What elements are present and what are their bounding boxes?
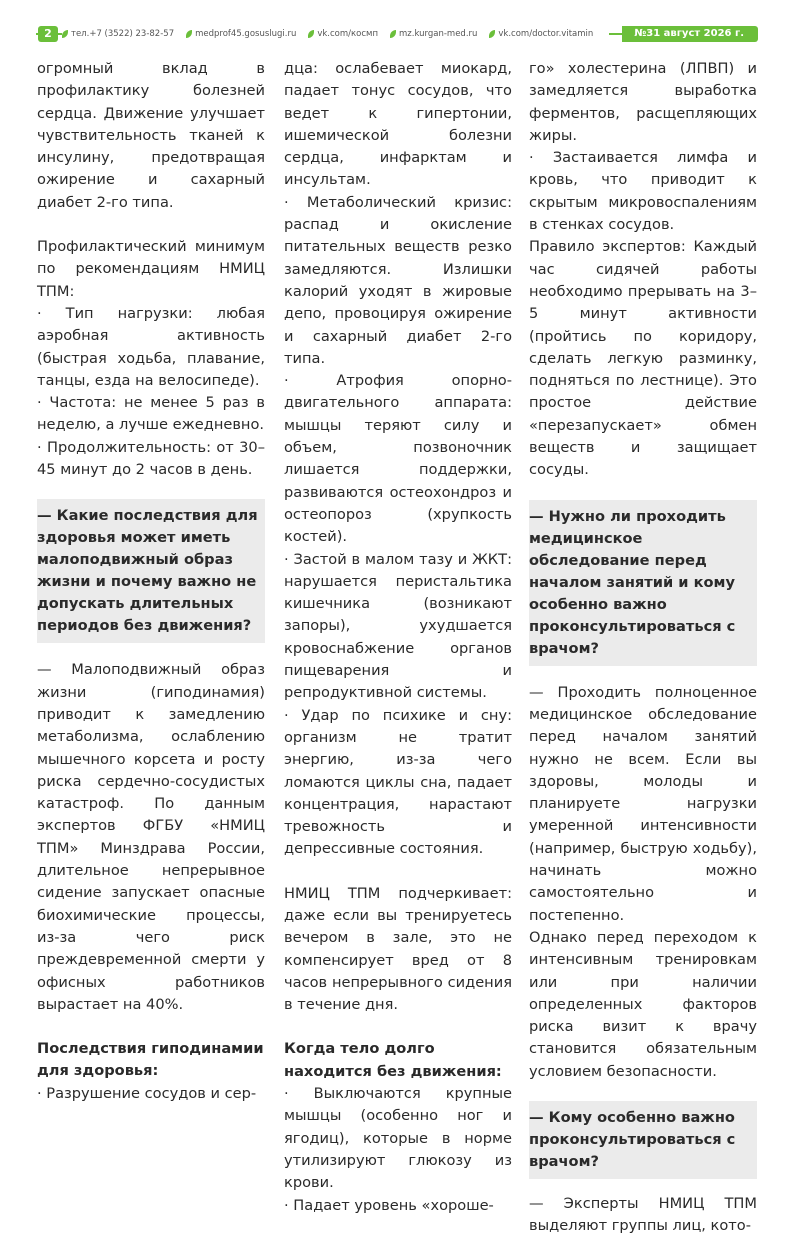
- list-item: · Падает уровень «хороше-: [284, 1196, 494, 1214]
- list-item: · Застой в малом тазу и ЖКТ: нарушается перистальтика кишечника (возникают запоры), ухудшается кровоснабжение органов пищеварения и репродуктивной системы.: [284, 550, 512, 702]
- header-link-kurgan-med[interactable]: [390, 26, 477, 42]
- list-item: · Выключаются крупные мышцы (особенно ног и ягодиц), которые в норме утилизируют глюкозу из крови.: [284, 1085, 512, 1192]
- page-header: [36, 26, 758, 42]
- paragraph: го» холестерина (ЛПВП) и замедляется выработка ферментов, расщепляющих жиры.: [529, 60, 757, 144]
- column-3: [529, 58, 757, 1238]
- subheading: Последствия гиподинамии для здоровья:: [37, 1040, 264, 1080]
- question-box: — Нужно ли проходить медицинское обследование перед началом занятий и кому особенно важно проконсультироваться с врачом?: [529, 500, 757, 666]
- link-text: mz.kurgan-med.ru: [399, 29, 478, 39]
- issue-badge: №31 август 2026 г.: [622, 26, 758, 42]
- question-box: — Какие последствия для здоровья может иметь малоподвижный образ жизни и почему важно не допускать длительных периодов без движения?: [37, 499, 265, 643]
- column-2: [284, 58, 512, 1217]
- column-1: [37, 58, 265, 1105]
- list-item: · Частота: не менее 5 раз в неделю, а лучше ежедневно.: [37, 394, 265, 434]
- leaf-icon: [308, 30, 314, 38]
- link-text: vk.com/doctor.vitamin: [498, 29, 594, 39]
- paragraph: — Малоподвижный образ жизни (гиподинамия) приводит к замедлению метаболизма, ослаблению мышечного корсета и росту риска сердечно-сосудистых катастроф. По данным экспертов ФГБУ «НМИЦ ТПМ» Минздрава России, длительное непрерывное сидение запускает опасные биохимические процессы, из-за чего риск преждевременной смерти у офисных работников вырастает на 40%.: [37, 661, 265, 1013]
- leaf-icon: [62, 30, 68, 38]
- header-link-vk-kosmp[interactable]: [308, 26, 378, 42]
- list-item: · Застаивается лимфа и кровь, что приводит к скрытым микровоспалениям в стенках сосудов.: [529, 149, 757, 234]
- paragraph: Однако перед переходом к интенсивным тренировкам или при наличии определенных факторов риска визит к врачу становится обязательным условием безопасности.: [529, 928, 757, 1080]
- leaf-icon: [489, 30, 495, 38]
- header-phone: [62, 26, 174, 42]
- phone-text: тел.+7 (3522) 23-82-57: [71, 29, 175, 39]
- question-box: — Кому особенно важно проконсультироваться с врачом?: [529, 1101, 757, 1179]
- paragraph: Профилактический минимум по рекомендациям НМИЦ ТПМ:: [37, 238, 265, 300]
- leaf-icon: [186, 30, 192, 38]
- page-number: 2: [38, 26, 58, 42]
- list-item: · Тип нагрузки: любая аэробная активность (быстрая ходьба, плавание, танцы, езда на велосипеде).: [37, 304, 265, 389]
- paragraph: дца: ослабевает миокард, падает тонус сосудов, что ведет к гипертонии, ишемической болезни сердца, инфарктам и инсультам.: [284, 60, 512, 189]
- leaf-icon: [390, 30, 396, 38]
- paragraph: — Проходить полноценное медицинское обследование перед началом занятий нужно не всем. Если вы здоровы, молоды и планируете нагрузки умеренной интенсивности (например, быструю ходьбу), начинать можно самостоятельно и постепенно.: [529, 683, 757, 924]
- header-link-gosuslugi[interactable]: [186, 26, 296, 42]
- list-item: · Разрушение сосудов и сер-: [37, 1084, 257, 1102]
- header-link-vk-doctor[interactable]: [489, 26, 593, 42]
- list-item: · Атрофия опорно-двигательного аппарата: мышцы теряют силу и объем, позвоночник лишается поддержки, развиваются остеохондроз и остеопороз (хрупкость костей).: [284, 372, 512, 546]
- paragraph: Правило экспертов: Каждый час сидячей работы необходимо прерывать на 3–5 минут активности (пройтись по коридору, сделать легкую разминку, подняться по лестнице). Это простое действие «перезапускает» обмен веществ и защищает сосуды.: [529, 238, 757, 479]
- list-item: · Метаболический кризис: распад и окисление питательных веществ резко замедляются. Излишки калорий уходят в жировые депо, провоцируя ожирение и сахарный диабет 2-го типа.: [284, 193, 512, 367]
- list-item: · Удар по психике и сну: организм не тратит энергию, из-за чего ломаются циклы сна, падает концентрация, нарастают тревожность и депрессивные состояния.: [284, 706, 512, 858]
- list-item: · Продолжительность: от 30–45 минут до 2 часов в день.: [37, 438, 265, 479]
- link-text: medprof45.gosuslugi.ru: [195, 29, 297, 39]
- header-contacts: [62, 26, 609, 42]
- link-text: vk.com/космп: [317, 29, 379, 39]
- paragraph: НМИЦ ТПМ подчеркивает: даже если вы тренируетесь вечером в зале, это не компенсирует вред от 8 часов непрерывного сидения в течение дня.: [284, 884, 512, 1014]
- subheading: Когда тело долго находится без движения:: [284, 1040, 502, 1080]
- paragraph: огромный вклад в профилактику болезней сердца. Движение улучшает чувствительность тканей к инсулину, предотвращая ожирение и сахарный диабет 2-го типа.: [37, 60, 265, 211]
- paragraph: — Эксперты НМИЦ ТПМ выделяют группы лиц, кото-: [529, 1194, 757, 1235]
